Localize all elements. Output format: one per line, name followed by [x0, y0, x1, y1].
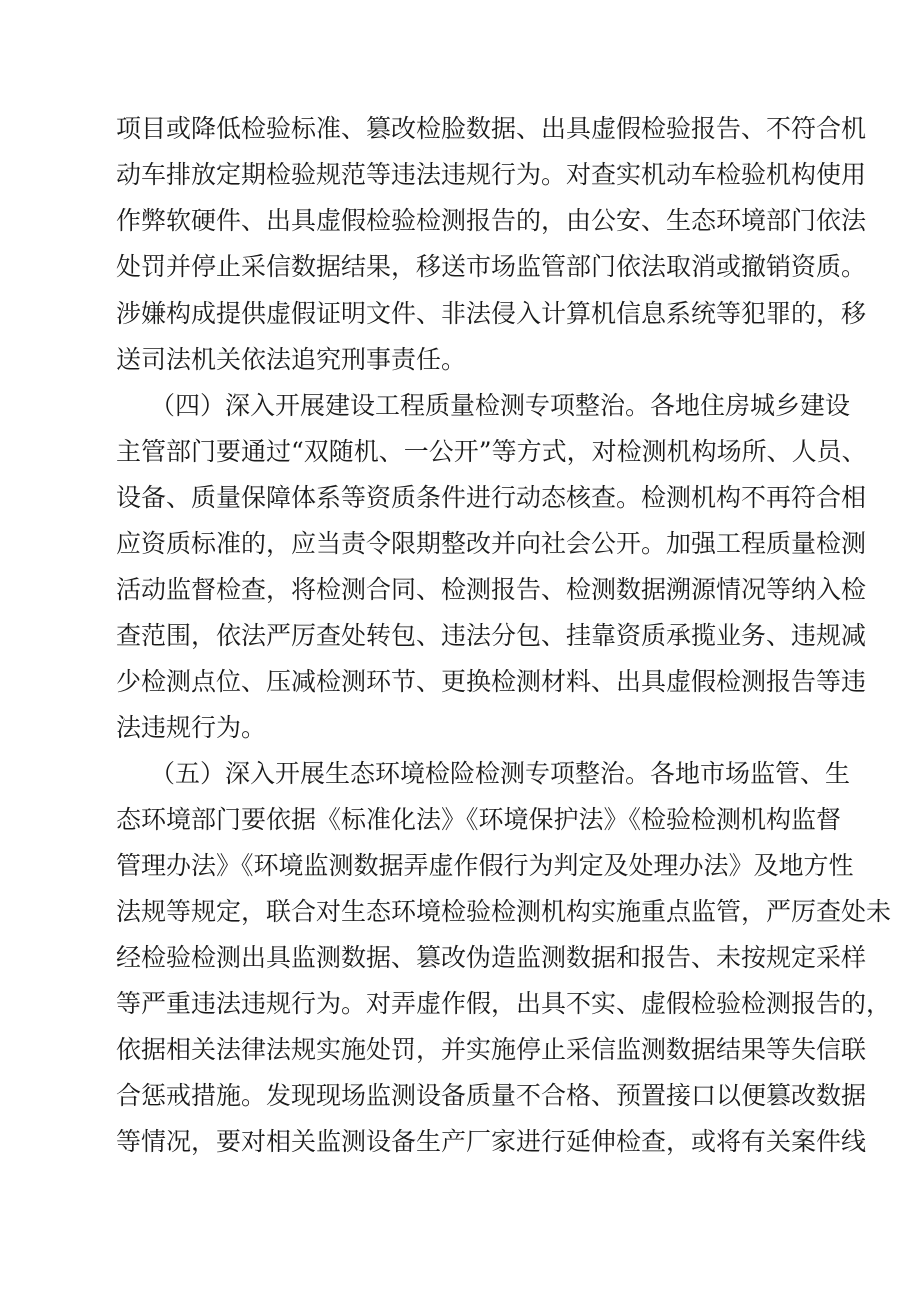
- text-line: 主管部门要通过“双随机、一公开”等方式，对检测机构场所、人员、: [116, 437, 867, 466]
- text-line: 设备、质量保障体系等资质条件进行动态核查。检测机构不再符合相: [116, 483, 867, 512]
- text-line: 应资质标准的，应当责令限期整改并向社会公开。加强工程质量检测: [116, 529, 867, 558]
- text-line: 法规等规定，联合对生态环境检验检测机构实施重点监管，严厉查处未: [116, 897, 892, 926]
- text-line: 项目或降低检验标准、篡改检脸数据、出具虚假检验报告、不符合机: [116, 114, 867, 143]
- text-line: 等情况，要对相关监测设备生产厂家进行延伸检查，或将有关案件线: [116, 1127, 867, 1156]
- text-line: 送司法机关依法追究刑事责任。: [116, 345, 467, 374]
- text-line: 态环境部门要依据《标准化法》《环境保护法》《检验检测机构监督: [116, 805, 842, 834]
- text-line: 涉嫌构成提供虚假证明文件、非法侵入计算机信息系统等犯罪的，移: [116, 299, 867, 328]
- text-line: 动车排放定期检验规范等违法违规行为。对查实机动车检验机构使用: [116, 160, 867, 189]
- text-line: 管理办法》《环境监测数据弄虚作假行为判定及处理办法》及地方性: [116, 851, 854, 880]
- text-line: 合惩戒措施。发现现场监测设备质量不合格、预置接口以便篡改数据: [116, 1081, 867, 1110]
- text-line: 依据相关法律法规实施处罚，并实施停止采信监测数据结果等失信联: [116, 1035, 867, 1064]
- text-line: 查范围，依法严厉查处转包、违法分包、挂靠资质承揽业务、违规减: [116, 621, 867, 650]
- text-line: 法违规行为。: [116, 713, 267, 742]
- text-line: 少检测点位、压减检测环节、更换检测材料、出具虚假检测报告等违: [116, 667, 867, 696]
- paragraph-heading-line: （四）深入开展建设工程质量检测专项整治。各地住房城乡建设: [150, 391, 851, 420]
- text-line: 等严重违法违规行为。对弄虚作假，出具不实、虚假检验检测报告的，: [116, 989, 892, 1018]
- text-line: 经检验检测出具监测数据、篡改伪造监测数据和报告、未按规定采样: [116, 943, 867, 972]
- paragraph-heading-line: （五）深入开展生态环境检险检测专项整治。各地市场监管、生: [150, 759, 851, 788]
- text-line: 作弊软硬件、出具虚假检验检测报告的，由公安、生态环境部门依法: [116, 206, 867, 235]
- text-line: 活动监督检查，将检测合同、检测报告、检测数据溯源情况等纳入检: [116, 575, 867, 604]
- text-line: 处罚并停止采信数据结果，移送市场监管部门依法取消或撤销资质。: [116, 252, 867, 281]
